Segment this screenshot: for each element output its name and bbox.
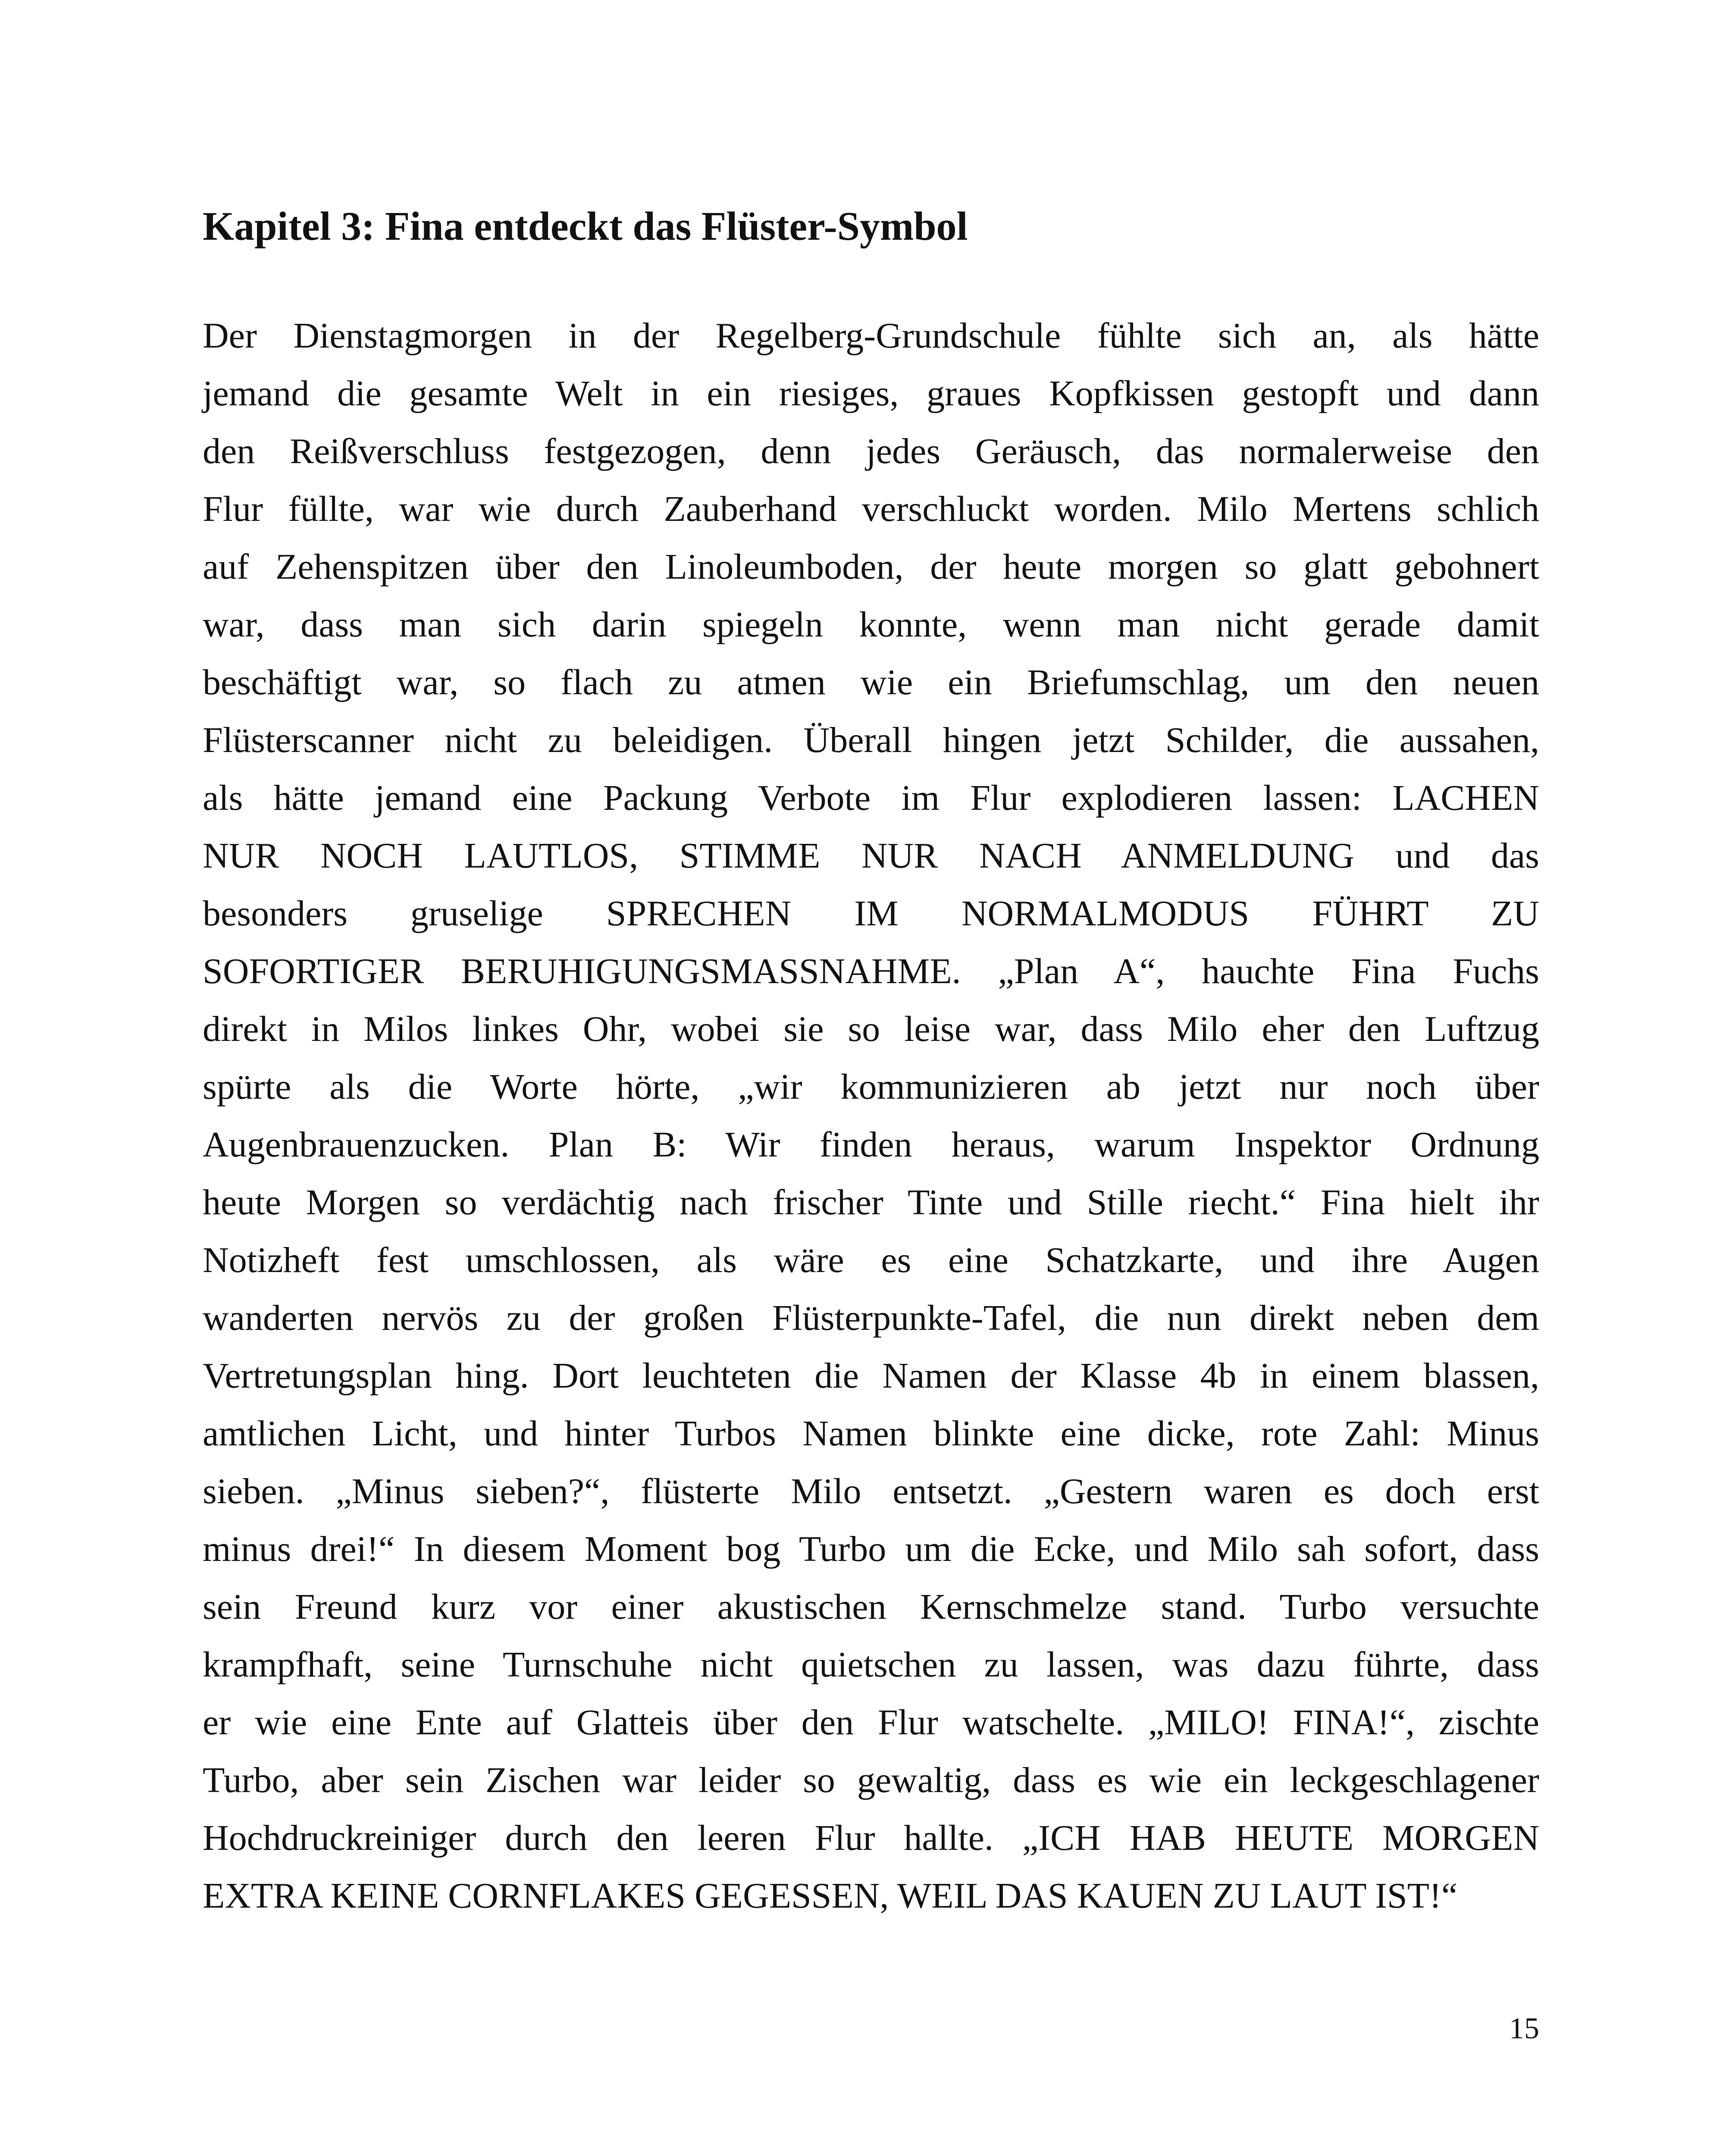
body-text-line: minus drei!“ In diesem Moment bog Turbo um die Ecke, und Milo sah sofort, dass bbox=[203, 1529, 1539, 1569]
body-text-line: Hochdruckreiniger durch den leeren Flur hallte. „ICH HAB HEUTE MORGEN bbox=[203, 1818, 1539, 1858]
body-text-line: Notizheft fest umschlossen, als wäre es eine Schatzkarte, und ihre Augen bbox=[203, 1240, 1539, 1280]
body-text-line: krampfhaft, seine Turnschuhe nicht quietschen zu lassen, was dazu führte, dass bbox=[203, 1645, 1539, 1685]
body-text-line: amtlichen Licht, und hinter Turbos Namen blinkte eine dicke, rote Zahl: Minus bbox=[203, 1413, 1539, 1454]
body-text-line: beschäftigt war, so flach zu atmen wie ein Briefumschlag, um den neuen bbox=[203, 662, 1539, 702]
body-text-line: heute Morgen so verdächtig nach frischer Tinte und Stille riecht.“ Fina hielt ihr bbox=[203, 1182, 1539, 1222]
body-text-line: besonders gruselige SPRECHEN IM NORMALMODUS FÜHRT ZU bbox=[203, 893, 1539, 934]
body-text-line: Flur füllte, war wie durch Zauberhand verschluckt worden. Milo Mertens schlich bbox=[203, 489, 1539, 529]
body-text-line: sein Freund kurz vor einer akustischen Kernschmelze stand. Turbo versuchte bbox=[203, 1587, 1539, 1627]
body-text-line: als hätte jemand eine Packung Verbote im Flur explodieren lassen: LACHEN bbox=[203, 778, 1539, 818]
body-text-line: Vertretungsplan hing. Dort leuchteten die Namen der Klasse 4b in einem blassen, bbox=[203, 1356, 1539, 1396]
body-text-line: SOFORTIGER BERUHIGUNGSMASSNAHME. „Plan A“, hauchte Fina Fuchs bbox=[203, 951, 1539, 991]
body-text-line: auf Zehenspitzen über den Linoleumboden, der heute morgen so glatt gebohnert bbox=[203, 547, 1539, 587]
body-text-line: Flüsterscanner nicht zu beleidigen. Überall hingen jetzt Schilder, die aussahen, bbox=[203, 720, 1539, 760]
body-text-line: sieben. „Minus sieben?“, flüsterte Milo entsetzt. „Gestern waren es doch erst bbox=[203, 1471, 1539, 1511]
body-text-line: NUR NOCH LAUTLOS, STIMME NUR NACH ANMELDUNG und das bbox=[203, 836, 1539, 876]
body-text-line: den Reißverschluss festgezogen, denn jedes Geräusch, das normalerweise den bbox=[203, 431, 1539, 471]
body-text-line: jemand die gesamte Welt in ein riesiges, graues Kopfkissen gestopft und dann bbox=[203, 373, 1539, 414]
body-text-line: spürte als die Worte hörte, „wir kommunizieren ab jetzt nur noch über bbox=[203, 1067, 1539, 1107]
chapter-body-text bbox=[203, 307, 1539, 1925]
body-text-line: Augenbrauenzucken. Plan B: Wir finden heraus, warum Inspektor Ordnung bbox=[203, 1125, 1539, 1165]
chapter-title: Kapitel 3: Fina entdeckt das Flüster-Symbol bbox=[203, 204, 968, 249]
body-text-line: er wie eine Ente auf Glatteis über den Flur watschelte. „MILO! FINA!“, zischte bbox=[203, 1702, 1539, 1742]
body-text-line: war, dass man sich darin spiegeln konnte, wenn man nicht gerade damit bbox=[203, 605, 1539, 645]
body-text-line: EXTRA KEINE CORNFLAKES GEGESSEN, WEIL DAS KAUEN ZU LAUT IST!“ bbox=[203, 1876, 1458, 1916]
body-text-line: direkt in Milos linkes Ohr, wobei sie so leise war, dass Milo eher den Luftzug bbox=[203, 1009, 1539, 1049]
body-text-line: wanderten nervös zu der großen Flüsterpunkte-Tafel, die nun direkt neben dem bbox=[203, 1298, 1539, 1338]
body-text-line: Turbo, aber sein Zischen war leider so gewaltig, dass es wie ein leckgeschlagener bbox=[203, 1760, 1539, 1800]
body-text-line: Der Dienstagmorgen in der Regelberg-Grundschule fühlte sich an, als hätte bbox=[203, 316, 1539, 356]
page-number: 15 bbox=[1509, 2012, 1539, 2045]
